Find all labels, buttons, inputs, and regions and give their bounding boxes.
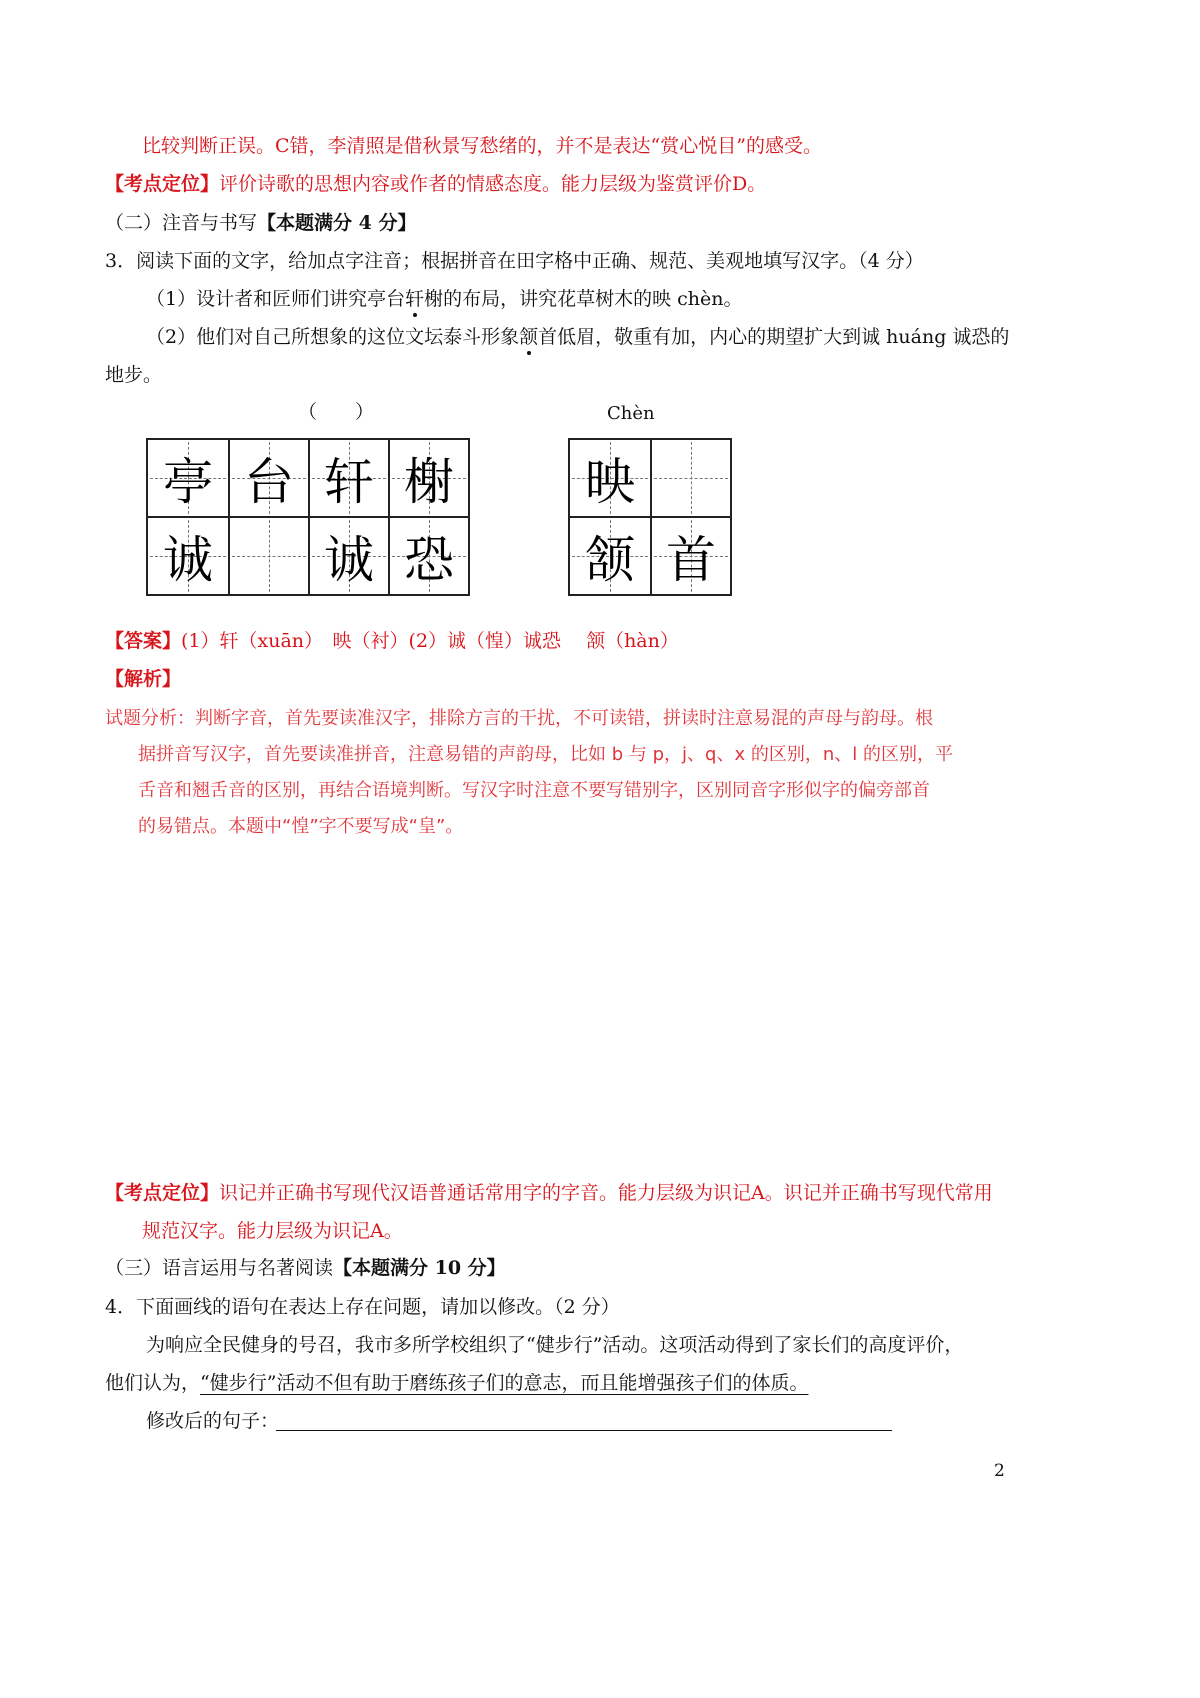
tianzige-grid-2-row-1 <box>568 438 732 518</box>
q4-underlined-sentence: “健步行”活动不但有助于磨练孩子们的意志，而且能增强孩子们的体质。 <box>200 1372 809 1394</box>
tianzige-grid-1-row-2 <box>146 516 470 596</box>
grid-cell <box>388 440 468 516</box>
kaodian-line <box>105 171 766 197</box>
grid-cell <box>570 518 650 594</box>
tianzige-grid-1-row-1 <box>146 438 470 518</box>
pinyin-label: Chèn <box>607 403 655 424</box>
q3-s1-dotted-char: 轩 <box>405 288 425 310</box>
grid-cell <box>570 440 650 516</box>
kaodian-tag: 【考点定位】 <box>105 173 220 195</box>
tianzige-grid-2-row-2 <box>568 516 732 596</box>
q3-s2-dotted-char: 颔 <box>519 326 539 348</box>
jiexi-line-4: 的易错点。本题中“惶”字不要写成“皇”。 <box>138 816 464 837</box>
section3-heading <box>105 1255 506 1281</box>
kaodian2-text-1: 识记并正确书写现代汉语普通话常用字的字音。能力层级为识记A。识记并正确书写现代常用 <box>219 1182 993 1204</box>
section2-score: 【本题满分 4 分】 <box>257 212 417 234</box>
kaodian2-line-2: 规范汉字。能力层级为识记A。 <box>142 1220 403 1242</box>
grid-char: 台 <box>244 453 294 511</box>
jiexi-line-2: 据拼音写汉字，首先要读准拼音，注意易错的声韵母，比如 b 与 p，j、q、x 的区别，n、l 的区别，平 <box>138 744 953 765</box>
q3-s2-part-b: 首低眉，敬重有加，内心的期望扩大到诚 huáng 诚恐的 <box>538 326 1010 348</box>
q3-sentence2 <box>146 324 1009 350</box>
q3-s2-part-a: （2）他们对自己所想象的这位文坛泰斗形象 <box>146 326 520 348</box>
q3-stem: 3．阅读下面的文字，给加点字注音；根据拼音在田字格中正确、规范、美观地填写汉字。（4 分） <box>105 250 924 272</box>
kaodian-text: 评价诗歌的思想内容或作者的情感态度。能力层级为鉴赏评价D。 <box>219 173 767 195</box>
answer-blank-line[interactable] <box>276 1430 892 1431</box>
jiexi-tag: 【解析】 <box>105 668 182 690</box>
section2-title: （二）注音与书写 <box>105 212 258 234</box>
kaodian2-tag: 【考点定位】 <box>105 1182 220 1204</box>
q3-sentence2-end: 地步。 <box>105 364 163 386</box>
answer-text: (1）轩（xuān） 映（衬）(2）诚（惶）诚恐 颔（hàn） <box>181 630 679 652</box>
kaodian2-line-1 <box>105 1180 993 1206</box>
page-number: 2 <box>994 1461 1005 1481</box>
grid-char: 颔 <box>585 531 635 589</box>
q3-s1-part-a: （1）设计者和匠师们讲究亭台 <box>146 288 406 310</box>
answer-line <box>105 628 679 654</box>
q4-revise-label: 修改后的句子： <box>146 1410 280 1432</box>
grid-cell <box>388 518 468 594</box>
q4-paragraph-1: 为响应全民健身的号召，我市多所学校组织了“健步行”活动。这项活动得到了家长们的高度评价， <box>146 1334 964 1356</box>
q4-p2-lead: 他们认为， <box>105 1372 201 1394</box>
q3-s1-part-b: 榭的布局，讲究花草树木的映 chèn。 <box>424 288 743 310</box>
grid-char: 诚 <box>324 531 374 589</box>
grid-char: 首 <box>666 531 716 589</box>
grid-char: 诚 <box>163 531 213 589</box>
section3-title: （三）语言运用与名著阅读 <box>105 1257 334 1279</box>
grid-cell <box>148 440 228 516</box>
grid-cell-blank[interactable] <box>228 518 308 594</box>
answer-tag: 【答案】 <box>105 630 182 652</box>
grid-char: 映 <box>585 453 635 511</box>
grid-cell <box>650 518 730 594</box>
jiexi-line-1: 试题分析：判断字音，首先要读准汉字，排除方言的干扰，不可读错，拼读时注意易混的声母与韵母。根 <box>105 708 933 729</box>
grid-char: 亭 <box>163 453 213 511</box>
grid-char: 恐 <box>404 531 454 589</box>
grid-char: 榭 <box>404 453 454 511</box>
analysis-continuation: 比较判断正误。C错，李清照是借秋景写愁绪的，并不是表达“赏心悦目”的感受。 <box>142 135 822 157</box>
grid-cell <box>308 440 388 516</box>
q4-paragraph-2 <box>105 1370 808 1396</box>
grid-cell <box>228 440 308 516</box>
q4-stem: 4．下面画线的语句在表达上存在问题，请加以修改。（2 分） <box>105 1296 620 1318</box>
grid-cell <box>308 518 388 594</box>
section3-score: 【本题满分 10 分】 <box>333 1257 506 1279</box>
grid-cell <box>148 518 228 594</box>
grid-cell-blank[interactable] <box>650 440 730 516</box>
section2-heading <box>105 210 416 236</box>
jiexi-line-3: 舌音和翘舌音的区别，再结合语境判断。写汉字时注意不要写错别字，区别同音字形似字的偏旁部首 <box>138 780 930 801</box>
pronunciation-paren: （ ） <box>298 401 375 423</box>
q3-sentence1 <box>146 286 743 312</box>
grid-char: 轩 <box>324 453 374 511</box>
